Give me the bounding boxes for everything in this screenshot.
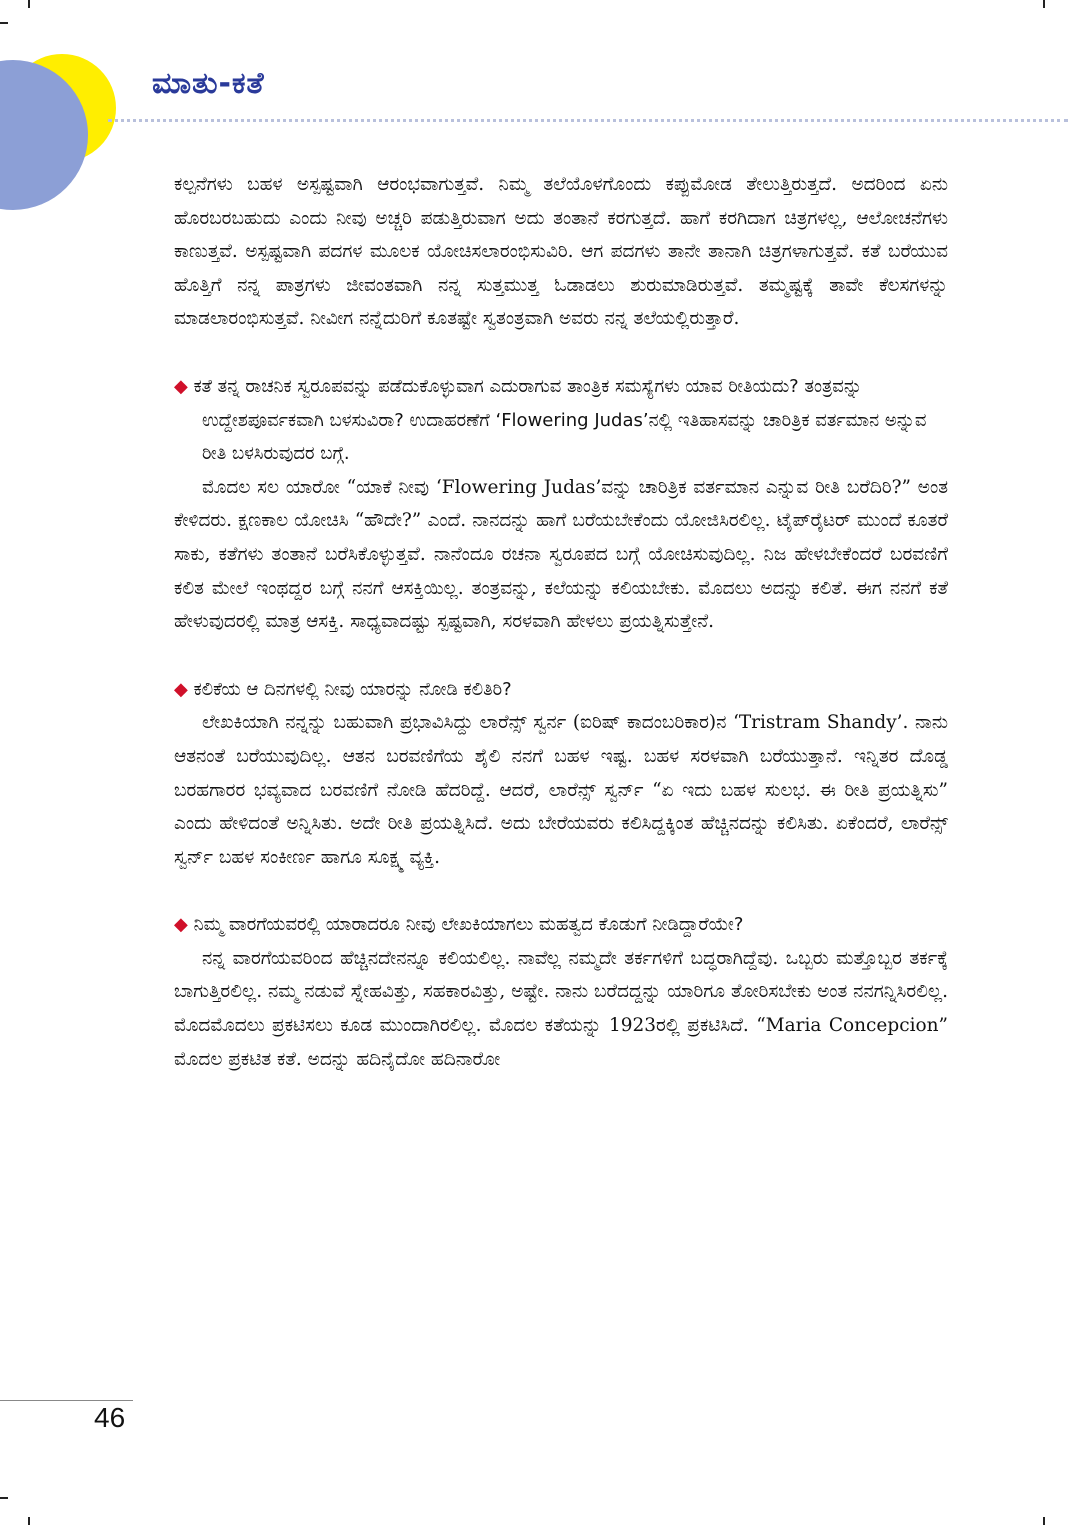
header-divider [108,119,1068,122]
interview-question [174,908,948,942]
crop-mark [1043,0,1045,8]
answer-paragraph: ಲೇಖಕಿಯಾಗಿ ನನ್ನನ್ನು ಬಹುವಾಗಿ ಪ್ರಭಾವಿಸಿದ್ದು ಲಾರೆನ್ಸ್ ಸ್ವರ್ನ (ಐರಿಷ್ ಕಾದಂಬರಿಕಾರ)ನ ‘Tristram Shandy’. ನಾನು ಆತನಂತೆ ಬರೆಯುವುದಿಲ್ಲ. ಆತನ ಬರವಣಿಗೆಯ ಶೈಲಿ ನನಗೆ ಬಹಳ ಇಷ್ಟ. ಬಹಳ ಸರಳವಾಗಿ ಬರೆಯುತ್ತಾನೆ. ಇನ್ನಿತರ ದೊಡ್ಡ ಬರಹಗಾರರ ಭವ್ಯವಾದ ಬರವಣಿಗೆ ನೋಡಿ ಹೆದರಿದ್ದೆ. ಆದರೆ, ಲಾರೆನ್ಸ್ ಸ್ವರ್ನ್ “ಏ ಇದು ಬಹಳ ಸುಲಭ. ಈ ರೀತಿ ಪ್ರಯತ್ನಿಸು” ಎಂದು ಹೇಳಿದಂತೆ ಅನ್ನಿಸಿತು. ಅದೇ ರೀತಿ ಪ್ರಯತ್ನಿಸಿದೆ. ಅದು ಬೇರೆಯವರು ಕಲಿಸಿದ್ದಕ್ಕಿಂತ ಹೆಚ್ಚಿನದನ್ನು ಕಲಿಸಿತು. ಏಕೆಂದರೆ, ಲಾರೆನ್ಸ್ ಸ್ವರ್ನ್ ಬಹಳ ಸಂಕೀರ್ಣ ಹಾಗೂ ಸೂಕ್ಷ್ಮ ವ್ಯಕ್ತಿ. [174,712,948,868]
diamond-bullet-icon: ◆ [174,375,188,397]
interview-question [174,673,948,707]
answer-paragraph: ಮೊದಲ ಸಲ ಯಾರೋ “ಯಾಕೆ ನೀವು ‘Flowering Judas’ವನ್ನು ಚಾರಿತ್ರಿಕ ವರ್ತಮಾನ ಎನ್ನುವ ರೀತಿ ಬರೆದಿರಿ?” ಅಂತ ಕೇಳಿದರು. ಕ್ಷಣಕಾಲ ಯೋಚಿಸಿ “ಹೌದೇ?” ಎಂದೆ. ನಾನದನ್ನು ಹಾಗೆ ಬರೆಯಬೇಕೆಂದು ಯೋಜಿಸಿರಲಿಲ್ಲ. ಟೈಪ್‌ರೈಟರ್ ಮುಂದೆ ಕೂತರೆ ಸಾಕು, ಕತೆಗಳು ತಂತಾನೆ ಬರೆಸಿಕೊಳ್ಳುತ್ತವೆ. ನಾನೆಂದೂ ರಚನಾ ಸ್ವರೂಪದ ಬಗ್ಗೆ ಯೋಚಿಸುವುದಿಲ್ಲ. ನಿಜ ಹೇಳಬೇಕೆಂದರೆ ಬರವಣಿಗೆ ಕಲಿತ ಮೇಲೆ ಇಂಥದ್ದರ ಬಗ್ಗೆ ನನಗೆ ಆಸಕ್ತಿಯಿಲ್ಲ. ತಂತ್ರವನ್ನು, ಕಲೆಯನ್ನು ಕಲಿಯಬೇಕು. ಮೊದಲು ಅದನ್ನು ಕಲಿತೆ. ಈಗ ನನಗೆ ಕತೆ ಹೇಳುವುದರಲ್ಲಿ ಮಾತ್ರ ಆಸಕ್ತಿ. ಸಾಧ್ಯವಾದಷ್ಟು ಸ್ಪಷ್ಟವಾಗಿ, ಸರಳವಾಗಿ ಹೇಳಲು ಪ್ರಯತ್ನಿಸುತ್ತೇನೆ. [174,476,948,633]
footer-rule [0,1400,133,1401]
crop-mark [28,1517,30,1525]
diamond-bullet-icon: ◆ [174,678,188,700]
crop-mark [1043,1517,1045,1525]
question-text: ಕಲಿಕೆಯ ಆ ದಿನಗಳಲ್ಲಿ ನೀವು ಯಾರನ್ನು ನೋಡಿ ಕಲಿತಿರಿ? [193,678,512,700]
answer-paragraph: ನನ್ನ ವಾರಗೆಯವರಿಂದ ಹೆಚ್ಚಿನದೇನನ್ನೂ ಕಲಿಯಲಿಲ್ಲ. ನಾವೆಲ್ಲ ನಮ್ಮದೇ ತರ್ಕಗಳಿಗೆ ಬದ್ಧರಾಗಿದ್ದೆವು. ಒಬ್ಬರು ಮತ್ತೊಬ್ಬರ ತರ್ಕಕ್ಕೆ ಬಾಗುತ್ತಿರಲಿಲ್ಲ. ನಮ್ಮ ನಡುವೆ ಸ್ನೇಹವಿತ್ತು, ಸಹಕಾರವಿತ್ತು, ಅಷ್ಟೇ. ನಾನು ಬರೆದದ್ದನ್ನು ಯಾರಿಗೂ ತೋರಿಸಬೇಕು ಅಂತ ನನಗನ್ನಿಸಿರಲಿಲ್ಲ. ಮೊದಮೊದಲು ಪ್ರಕಟಿಸಲು ಕೂಡ ಮುಂದಾಗಿರಲಿಲ್ಲ. ಮೊದಲ ಕತೆಯನ್ನು 1923ರಲ್ಲಿ ಪ್ರಕಟಿಸಿದೆ. “Maria Concepcion” ಮೊದಲ ಪ್ರಕಟಿತ ಕತೆ. ಅದನ್ನು ಹದಿನೈದೋ ಹದಿನಾರೋ [174,947,948,1070]
body-paragraph: ಕಲ್ಪನೆಗಳು ಬಹಳ ಅಸ್ಪಷ್ಟವಾಗಿ ಆರಂಭವಾಗುತ್ತವೆ. ನಿಮ್ಮ ತಲೆಯೊಳಗೊಂದು ಕಪ್ಪುಮೋಡ ತೇಲುತ್ತಿರುತ್ತದೆ. ಅದರಿಂದ ಏನು ಹೊರಬರಬಹುದು ಎಂದು ನೀವು ಅಚ್ಚರಿ ಪಡುತ್ತಿರುವಾಗ ಅದು ತಂತಾನೆ ಕರಗುತ್ತದೆ. ಹಾಗೆ ಕರಗಿದಾಗ ಚಿತ್ರಗಳಲ್ಲ, ಆಲೋಚನೆಗಳು ಕಾಣುತ್ತವೆ. ಅಸ್ಪಷ್ಟವಾಗಿ ಪದಗಳ ಮೂಲಕ ಯೋಚಿಸಲಾರಂಭಿಸುವಿರಿ. ಆಗ ಪದಗಳು ತಾನೇ ತಾನಾಗಿ ಚಿತ್ರಗಳಾಗುತ್ತವೆ. ಕತೆ ಬರೆಯುವ ಹೊತ್ತಿಗೆ ನನ್ನ ಪಾತ್ರಗಳು ಜೀವಂತವಾಗಿ ನನ್ನ ಸುತ್ತಮುತ್ತ ಓಡಾಡಲು ಶುರುಮಾಡಿರುತ್ತವೆ. ತಮ್ಮಷ್ಟಕ್ಕೆ ತಾವೇ ಕೆಲಸಗಳನ್ನು ಮಾಡಲಾರಂಭಿಸುತ್ತವೆ. ನೀವೀಗ ನನ್ನೆದುರಿಗೆ ಕೂತಷ್ಟೇ ಸ್ವತಂತ್ರವಾಗಿ ಅವರು ನನ್ನ ತಲೆಯಲ್ಲಿರುತ್ತಾರೆ. [174,174,948,330]
question-text: ನಿಮ್ಮ ವಾರಗೆಯವರಲ್ಲಿ ಯಾರಾದರೂ ನೀವು ಲೇಖಕಿಯಾಗಲು ಮಹತ್ವದ ಕೊಡುಗೆ ನೀಡಿದ್ದಾರೆಯೇ? [193,914,744,936]
article-body [174,168,948,1076]
page-number: 46 [94,1402,126,1433]
interview-question [174,370,948,471]
section-title: ಮಾತು-ಕತೆ [152,66,265,101]
diamond-bullet-icon: ◆ [174,914,188,936]
question-text: ಕತೆ ತನ್ನ ರಾಚನಿಕ ಸ್ವರೂಪವನ್ನು ಪಡೆದುಕೊಳ್ಳುವಾಗ ಎದುರಾಗುವ ತಾಂತ್ರಿಕ ಸಮಸ್ಯೆಗಳು ಯಾವ ರೀತಿಯದು? ತಂತ್ರವನ್ನು ಉದ್ದೇಶಪೂರ್ವಕವಾಗಿ ಬಳಸುವಿರಾ? ಉದಾಹರಣೆಗೆ ‘Flowering Judas’ನಲ್ಲಿ ಇತಿಹಾಸವನ್ನು ಚಾರಿತ್ರಿಕ ವರ್ತಮಾನ ಅನ್ನುವ ರೀತಿ ಬಳಸಿರುವುದರ ಬಗ್ಗೆ. [193,375,927,465]
crop-mark [28,0,30,8]
crop-mark [0,1497,8,1499]
crop-mark [0,22,8,24]
